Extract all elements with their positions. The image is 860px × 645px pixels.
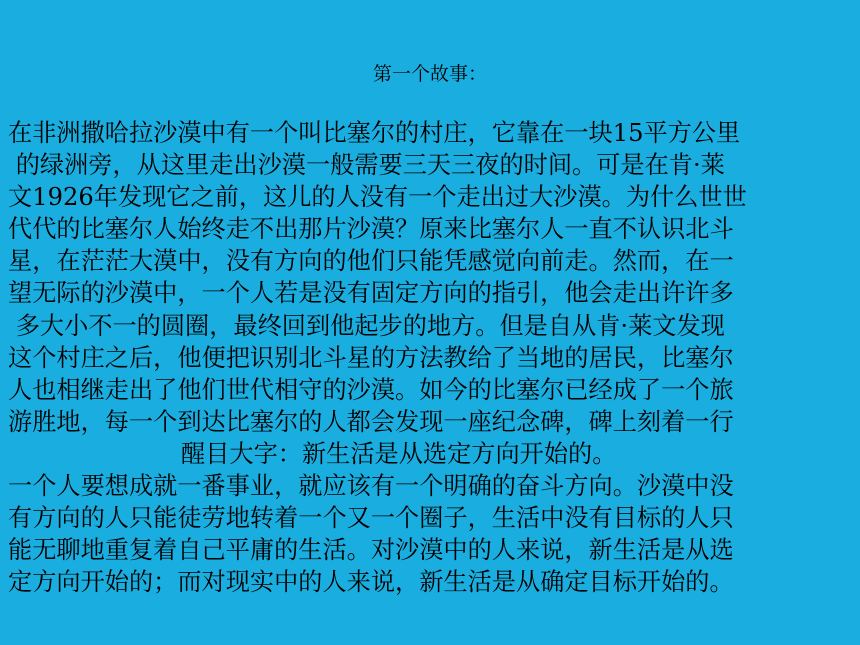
story-line: 定方向开始的；而对现实中的人来说，新生活是从确定目标开始的。 [8, 568, 734, 597]
story-title: 第一个故事： [372, 63, 487, 85]
story-line: 望无际的沙漠中，一个人若是没有固定方向的指引，他会走出许许多 [8, 279, 734, 308]
story-line: 有方向的人只能徒劳地转着一个又一个圈子，生活中没有目标的人只 [8, 504, 734, 533]
story-line: 代代的比塞尔人始终走不出那片沙漠？原来比塞尔人一直不认识北斗 [8, 215, 734, 244]
story-line: 星，在茫茫大漠中，没有方向的他们只能凭感觉向前走。然而，在一 [8, 247, 734, 276]
story-line: 在非洲撒哈拉沙漠中有一个叫比塞尔的村庄，它靠在一块15平方公里 [8, 119, 741, 147]
story-line: 游胜地，每一个到达比塞尔的人都会发现一座纪念碑，碑上刻着一行 [8, 407, 734, 436]
story-line: 这个村庄之后，他便把识别北斗星的方法教给了当地的居民，比塞尔 [8, 343, 734, 372]
story-line: 多大小不一的圆圈，最终回到他起步的地方。但是自从肯·莱文发现 [8, 311, 725, 340]
story-line: 文1926年发现它之前，这儿的人没有一个走出过大沙漠。为什么世世 [8, 183, 747, 212]
story-line: 人也相继走出了他们世代相守的沙漠。如今的比塞尔已经成了一个旅 [8, 375, 734, 404]
story-line: 的绿洲旁，从这里走出沙漠一般需要三天三夜的时间。可是在肯·莱 [8, 151, 725, 180]
story-line: 一个人要想成就一番事业，就应该有一个明确的奋斗方向。沙漠中没 [8, 472, 734, 501]
story-body [8, 117, 860, 598]
story-line: 能无聊地重复着自己平庸的生活。对沙漠中的人来说，新生活是从选 [8, 536, 734, 565]
story-motto-line: 醒目大字：新生活是从选定方向开始的。 [181, 439, 617, 468]
